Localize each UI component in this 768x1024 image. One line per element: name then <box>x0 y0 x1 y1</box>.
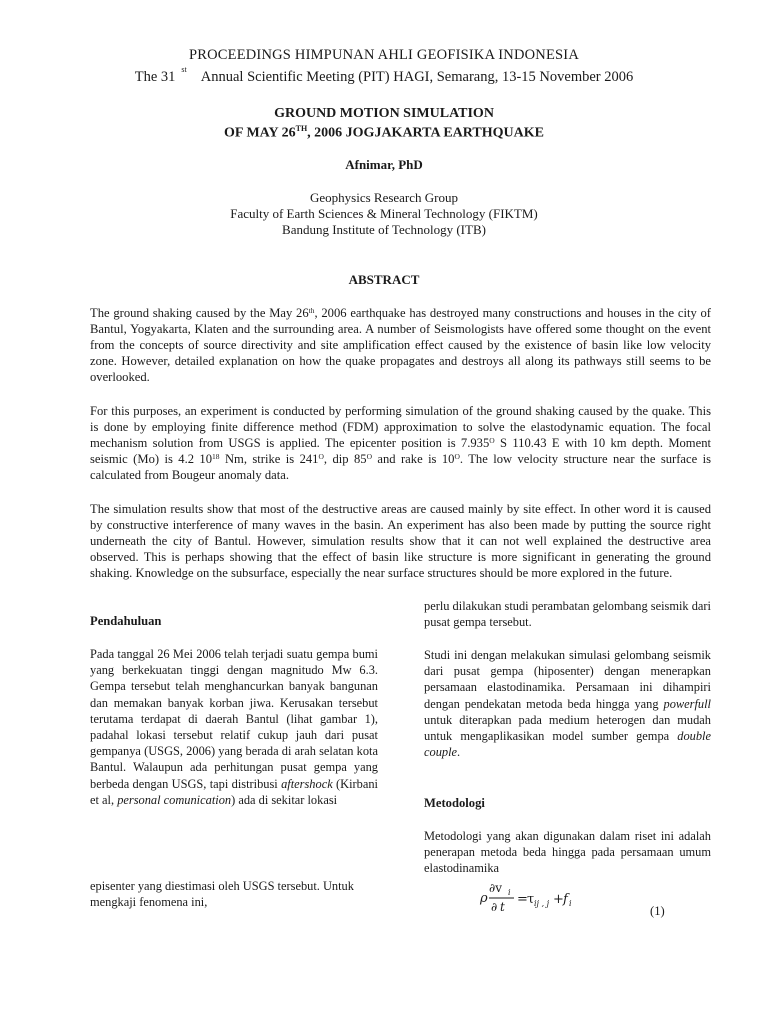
italic-term: personal comunication <box>117 792 232 807</box>
exponent: 18 <box>212 452 220 462</box>
text-run: , dip 85 <box>323 452 367 467</box>
italic-term: aftershock <box>281 776 333 791</box>
svg-text:f: f <box>563 892 568 907</box>
section-heading-metodologi: Metodologi <box>424 796 485 810</box>
text-run: (Kirbani et al, <box>90 776 378 807</box>
abstract-paragraph-2 <box>90 403 711 483</box>
title-part-b: , 2006 JOGJAKARTA EARTHQUAKE <box>307 125 544 141</box>
abstract-paragraph-1 <box>90 305 711 385</box>
text-run: Nm, strike is 241 <box>219 452 319 467</box>
abstract-paragraph-3: The simulation results show that most of the destructive areas are caused mainly by site effect. In other word it is caused by constructive interference of many waves in the basin. An experiment has also been made by putting the source right underneath the city of Bantul. However, simulation results show that it can not well explained the destructive area observed. This is perhaps showing that the effect of basin like structure is more significant in generating the ground shaking. Knowledge on the subsurface, especially the near surface structures should be more explored in the future. <box>90 502 711 581</box>
text-run: and rake is 10 <box>371 452 455 467</box>
title-part-a: OF MAY 26 <box>224 125 296 141</box>
text-run: . <box>457 745 461 760</box>
affiliation-institute: Bandung Institute of Technology (ITB) <box>282 222 486 237</box>
meeting-prefix: The 31 <box>134 69 176 85</box>
affiliation-faculty: Faculty of Earth Sciences & Mineral Technology (FIKTM) <box>230 206 538 221</box>
elastodynamic-equation <box>478 878 598 918</box>
superscript: th <box>308 306 315 315</box>
text-run: Studi ini dengan melakukan simulasi gelombang seismik dari pusat gempa (hiposenter) dengan menerapkan persamaan elastodinamika. Persamaan ini dihampiri dengan pendekatan metoda beda hingga yang <box>424 648 711 711</box>
text-run: The ground shaking caused by the May 26 <box>90 306 309 320</box>
text-run: ) ada di sekitar lokasi <box>231 792 338 807</box>
text-run: , 2006 earthquake has destroyed many constructions and houses in the city of Bantul, Yogyakarta, Klaten and the surrounding area. A number of Seismologists have offered some thought on the event from the concepts of source directivity and site amplification effect caused by the existence of basin like low velocity zone. However, detailed explanation on how the quake propagates and destroys all along its pathways still seems to be overlooked. <box>90 306 712 385</box>
text-run: Pada tanggal 26 Mei 2006 telah terjadi suatu gempa bumi yang berkekuatan tinggi dengan magnitudo Mw 6.3. Gempa tersebut telah menghancurkan banyak bangunan dan memakan banyak korban jiwa. Kerusakan tersebut terutama terdapat di daerah Bantul (lihat gambar 1), padahal lokasi tersebut relatif cukup jauh dari pusat gempanya (USGS, 2006) yang berada di arah selatan kota Bantul. Walaupun ada perhitungan pusat gempa yang berbeda dengan USGS, tapi distribusi <box>90 647 378 791</box>
degree-symbol: O <box>318 452 324 462</box>
svg-text:ρ: ρ <box>480 891 488 906</box>
title-sup: TH <box>295 124 308 133</box>
svg-text:i: i <box>508 888 511 897</box>
abstract-heading: ABSTRACT <box>348 272 420 287</box>
svg-text:t: t <box>500 900 505 914</box>
method-paragraph: Metodologi yang akan digunakan dalam riset ini adalah penerapan metoda beda hingga pada persamaan umum elastodinamika <box>424 829 711 876</box>
right-paragraph-2 <box>424 647 711 760</box>
proceedings-title: PROCEEDINGS HIMPUNAN AHLI GEOFISIKA INDONESIA <box>188 47 580 63</box>
svg-text:ij , j: ij , j <box>534 899 550 908</box>
intro-paragraph-2: episenter yang diestimasi oleh USGS tersebut. Untuk mengkaji fenomena ini, <box>90 879 354 910</box>
svg-text:∂v: ∂v <box>489 881 502 895</box>
paper-title-line2 <box>0 124 768 142</box>
meeting-ordinal: st <box>181 65 187 74</box>
equation-number: (1) <box>650 904 665 918</box>
svg-text:i: i <box>569 899 572 908</box>
italic-term: powerfull <box>663 696 711 711</box>
text-run: . The low velocity structure near the surface is calculated from Bougeur anomaly data. <box>90 452 711 483</box>
svg-text:τ: τ <box>527 892 535 907</box>
intro-paragraph-1 <box>90 646 378 808</box>
section-heading-pendahuluan: Pendahuluan <box>90 614 162 628</box>
text-run: S 110.43 E with 10 km depth. Moment seismic (Mo) is 4.2 10 <box>90 436 711 467</box>
affiliation-group: Geophysics Research Group <box>309 190 458 205</box>
degree-symbol: O <box>489 436 495 446</box>
italic-term: double couple <box>424 729 711 760</box>
meeting-line <box>0 65 768 86</box>
paper-title-line1: GROUND MOTION SIMULATION <box>274 106 494 121</box>
text-run: untuk diterapkan pada medium heterogen dan mudah untuk mengaplikasikan model sumber gempa <box>424 712 711 744</box>
right-paragraph-1: perlu dilakukan studi perambatan gelombang seismik dari pusat gempa tersebut. <box>424 599 711 630</box>
svg-text:+: + <box>553 892 564 907</box>
degree-symbol: O <box>366 452 372 462</box>
svg-text:=: = <box>517 892 528 907</box>
meeting-rest: Annual Scientific Meeting (PIT) HAGI, Semarang, 13-15 November 2006 <box>200 69 634 85</box>
svg-text:∂: ∂ <box>491 900 498 914</box>
author-name: Afnimar, PhD <box>345 157 423 172</box>
degree-symbol: O <box>454 452 460 462</box>
text-run: For this purposes, an experiment is conducted by performing simulation of the ground shaking caused by the quake. This is done by employing finite difference method (FDM) approximation to solve the elastodynamic equation. The focal mechanism solution from USGS is applied. The epicenter position is 7.935 <box>90 404 711 451</box>
